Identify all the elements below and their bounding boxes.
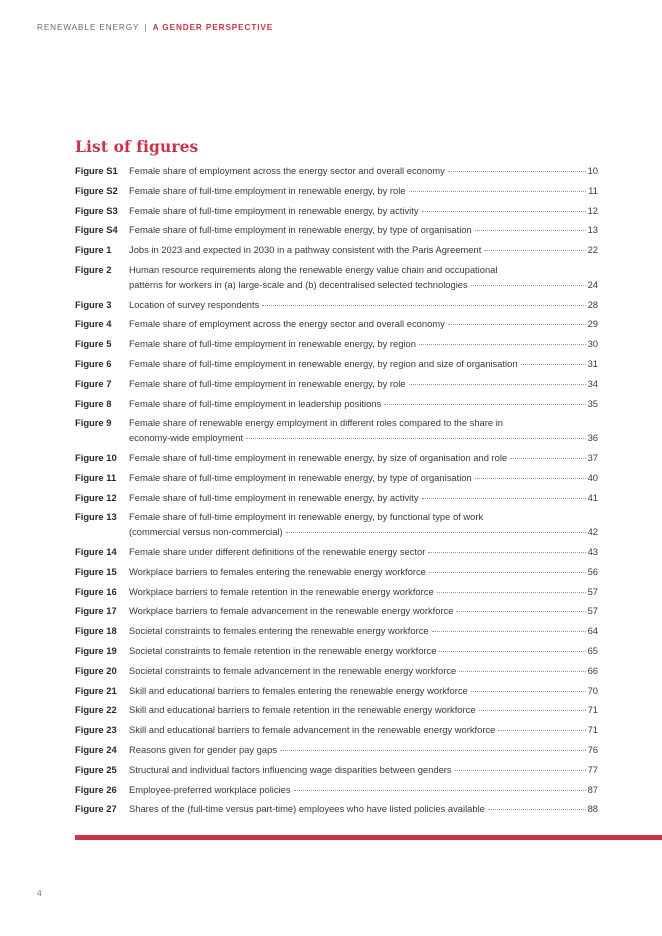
- figure-label: Figure S3: [75, 204, 118, 216]
- figure-caption: [129, 802, 598, 817]
- figure-caption: [129, 565, 598, 580]
- figure-page-number: 43: [587, 545, 598, 557]
- figure-caption: [129, 644, 598, 659]
- figure-page-number: 57: [587, 585, 598, 597]
- dot-leader: [456, 611, 585, 612]
- dot-leader: [422, 498, 586, 499]
- figure-label: Figure 20: [75, 664, 117, 676]
- figure-label: Figure 23: [75, 724, 117, 736]
- list-item[interactable]: [75, 510, 598, 540]
- dot-leader: [498, 730, 585, 731]
- figure-caption-text: Female share of full-time employment in renewable energy, by role: [129, 184, 406, 196]
- figure-page-number: 57: [587, 605, 598, 617]
- figure-caption: [129, 357, 598, 372]
- figure-label: Figure 24: [75, 743, 117, 755]
- figure-page-number: 88: [587, 803, 598, 815]
- list-item[interactable]: [75, 802, 598, 817]
- figure-caption-text: Skill and educational barriers to female advancement in the renewable energy workforce: [129, 724, 496, 736]
- figure-caption-text: Female share of full-time employment in renewable energy, by type of organisation: [129, 471, 472, 483]
- figure-caption-text: Societal constraints to female retention in the renewable energy workforce: [129, 644, 437, 656]
- figure-caption-text: Female share of full-time employment in renewable energy, by activity: [129, 204, 419, 216]
- figure-caption: [129, 703, 598, 718]
- figure-caption-text: Female share under different definitions of the renewable energy sector: [129, 545, 426, 557]
- list-item[interactable]: [75, 337, 598, 352]
- figure-page-number: 22: [587, 244, 598, 256]
- list-item[interactable]: [75, 164, 598, 179]
- dot-leader: [428, 552, 585, 553]
- dot-leader: [488, 809, 586, 810]
- page-number: 4: [37, 888, 42, 898]
- figure-caption: [129, 451, 598, 466]
- dot-leader: [448, 324, 586, 325]
- figure-page-number: 30: [587, 338, 598, 350]
- figure-label: Figure 13: [75, 511, 117, 523]
- dot-leader: [262, 305, 585, 306]
- figure-caption: [129, 164, 598, 179]
- figure-caption-text: Female share of employment across the energy sector and overall economy: [129, 318, 445, 330]
- figure-caption: [129, 317, 598, 332]
- figure-label: Figure 17: [75, 605, 117, 617]
- figure-caption-text: Workplace barriers to female advancement in the renewable energy workforce: [129, 605, 454, 617]
- dot-leader: [422, 211, 586, 212]
- figure-page-number: 71: [587, 724, 598, 736]
- list-item[interactable]: [75, 377, 598, 392]
- list-item[interactable]: [75, 451, 598, 466]
- list-item[interactable]: [75, 416, 598, 446]
- dot-leader: [439, 651, 585, 652]
- dot-leader: [294, 790, 586, 791]
- dot-leader: [475, 230, 586, 231]
- figure-label: Figure 7: [75, 377, 112, 389]
- dot-leader: [471, 691, 586, 692]
- figure-label: Figure 27: [75, 803, 117, 815]
- dot-leader: [521, 364, 586, 365]
- figure-caption: [129, 664, 598, 679]
- figure-page-number: 24: [587, 278, 598, 290]
- list-item[interactable]: [75, 743, 598, 758]
- figure-page-number: 28: [587, 298, 598, 310]
- dot-leader: [510, 458, 585, 459]
- dot-leader: [286, 532, 586, 533]
- list-item[interactable]: [75, 664, 598, 679]
- figure-page-number: 66: [587, 664, 598, 676]
- figure-caption-text: Female share of employment across the energy sector and overall economy: [129, 165, 445, 176]
- figure-page-number: 70: [587, 684, 598, 696]
- figure-caption-text: patterns for workers in (a) large-scale and (b) decentralised selected technologies: [129, 278, 468, 290]
- list-item[interactable]: [75, 703, 598, 718]
- figure-label: Figure 3: [75, 298, 112, 310]
- figure-label: Figure 11: [75, 471, 117, 483]
- figure-page-number: 40: [587, 471, 598, 483]
- dot-leader: [280, 750, 586, 751]
- figure-caption-text: Workplace barriers to females entering the renewable energy workforce: [129, 565, 426, 577]
- figure-page-number: 87: [587, 783, 598, 795]
- figure-caption-text: Societal constraints to females entering the renewable energy workforce: [129, 625, 429, 637]
- figure-label: Figure 26: [75, 783, 117, 795]
- dot-leader: [484, 250, 585, 251]
- figure-page-number: 31: [587, 357, 598, 369]
- list-item[interactable]: [75, 263, 598, 293]
- figure-page-number: 56: [587, 565, 598, 577]
- dot-leader: [419, 344, 586, 345]
- figure-page-number: 35: [587, 397, 598, 409]
- figure-caption: [129, 184, 598, 199]
- figure-label: Figure 19: [75, 644, 117, 656]
- figure-list: [75, 164, 598, 822]
- dot-leader: [475, 478, 586, 479]
- figure-label: Figure 8: [75, 397, 112, 409]
- figure-label: Figure 21: [75, 684, 117, 696]
- figure-page-number: 29: [587, 318, 598, 330]
- figure-label: Figure S1: [75, 165, 118, 176]
- figure-caption-text: Human resource requirements along the renewable energy value chain and occupational: [129, 263, 498, 275]
- figure-page-number: 37: [587, 451, 598, 463]
- figure-caption: [129, 585, 598, 600]
- figure-label: Figure 18: [75, 625, 117, 637]
- figure-page-number: 41: [587, 491, 598, 503]
- figure-caption: [129, 684, 598, 699]
- figure-label: Figure 2: [75, 263, 112, 275]
- figure-caption: [129, 204, 598, 219]
- figure-caption: [129, 471, 598, 486]
- figure-caption-text: Female share of full-time employment in renewable energy, by type of organisation: [129, 224, 472, 236]
- figure-label: Figure 4: [75, 318, 112, 330]
- list-item[interactable]: [75, 357, 598, 372]
- figure-caption-text: Shares of the (full-time versus part-time) employees who have listed policies available: [129, 803, 485, 815]
- dot-leader: [432, 631, 586, 632]
- figure-label: Figure 6: [75, 357, 112, 369]
- figure-label: Figure 22: [75, 704, 117, 716]
- dot-leader: [429, 572, 586, 573]
- figure-label: Figure 10: [75, 451, 117, 463]
- dot-leader: [459, 671, 585, 672]
- figure-caption: [129, 243, 598, 258]
- figure-label: Figure 9: [75, 417, 112, 429]
- figure-label: Figure 1: [75, 244, 112, 256]
- figure-page-number: 11: [588, 184, 598, 196]
- dot-leader: [409, 384, 586, 385]
- list-item[interactable]: [75, 545, 598, 560]
- list-item[interactable]: [75, 223, 598, 238]
- figure-label: Figure 15: [75, 565, 117, 577]
- bottom-divider: [75, 835, 662, 840]
- figure-caption: [129, 763, 598, 778]
- figure-label: Figure 14: [75, 545, 117, 557]
- header-separator: |: [144, 23, 148, 32]
- figure-caption-text: Female share of renewable energy employment in different roles compared to the share in: [129, 417, 503, 429]
- figure-label: Figure S4: [75, 224, 118, 236]
- figure-label: Figure 12: [75, 491, 117, 503]
- list-item[interactable]: [75, 644, 598, 659]
- figure-caption: [129, 723, 598, 738]
- list-item[interactable]: [75, 204, 598, 219]
- figure-label: Figure 25: [75, 763, 117, 775]
- list-item[interactable]: [75, 585, 598, 600]
- figure-caption-text: Location of survey respondents: [129, 298, 260, 310]
- figure-page-number: 10: [587, 165, 598, 176]
- figure-caption-text: economy-wide employment: [129, 432, 244, 444]
- figure-caption: [129, 337, 598, 352]
- list-item[interactable]: [75, 243, 598, 258]
- list-item[interactable]: [75, 491, 598, 506]
- figure-page-number: 13: [587, 224, 598, 236]
- header-subtitle: A GENDER PERSPECTIVE: [152, 23, 274, 32]
- figure-caption-text: Employee-preferred workplace policies: [129, 783, 291, 795]
- dot-leader: [409, 191, 587, 192]
- header-title: RENEWABLE ENERGY: [37, 23, 140, 32]
- figure-caption: [129, 624, 598, 639]
- dot-leader: [384, 404, 585, 405]
- figure-page-number: 34: [587, 377, 598, 389]
- figure-page-number: 36: [587, 432, 598, 444]
- list-item[interactable]: [75, 317, 598, 332]
- figure-caption-text: Female share of full-time employment in renewable energy, by region and size of organisation: [129, 357, 518, 369]
- list-item[interactable]: [75, 684, 598, 699]
- list-item[interactable]: [75, 471, 598, 486]
- figure-label: Figure S2: [75, 184, 118, 196]
- figure-caption: [129, 743, 598, 758]
- figure-caption: [129, 377, 598, 392]
- figure-caption: [129, 223, 598, 238]
- figure-page-number: 71: [587, 704, 598, 716]
- list-item[interactable]: [75, 604, 598, 619]
- figure-caption: [129, 298, 598, 313]
- page-title: List of figures: [75, 137, 199, 156]
- figure-caption: [129, 545, 598, 560]
- figure-caption-text: Female share of full-time employment in renewable energy, by size of organisation and role: [129, 451, 508, 463]
- list-item[interactable]: [75, 624, 598, 639]
- figure-caption: [129, 604, 598, 619]
- figure-caption-text: Workplace barriers to female retention in the renewable energy workforce: [129, 585, 434, 597]
- figure-page-number: 42: [587, 526, 598, 538]
- running-header: [37, 23, 273, 33]
- figure-caption: [129, 491, 598, 506]
- dot-leader: [455, 770, 586, 771]
- figure-caption-text: Societal constraints to female advancement in the renewable energy workforce: [129, 664, 457, 676]
- figure-caption-text: Reasons given for gender pay gaps: [129, 743, 278, 755]
- figure-page-number: 76: [587, 743, 598, 755]
- figure-caption-text: Female share of full-time employment in renewable energy, by functional type of work: [129, 511, 484, 523]
- figure-caption-text: Skill and educational barriers to females entering the renewable energy workforce: [129, 684, 468, 696]
- figure-label: Figure 16: [75, 585, 117, 597]
- list-item[interactable]: [75, 763, 598, 778]
- figure-page-number: 64: [587, 625, 598, 637]
- figure-caption-text: Jobs in 2023 and expected in 2030 in a pathway consistent with the Paris Agreement: [129, 244, 482, 256]
- dot-leader: [448, 171, 586, 172]
- figure-caption-text: (commercial versus non-commercial): [129, 526, 283, 538]
- dot-leader: [437, 592, 586, 593]
- figure-caption-text: Skill and educational barriers to female retention in the renewable energy workforce: [129, 704, 476, 716]
- list-item[interactable]: [75, 723, 598, 738]
- dot-leader: [471, 285, 586, 286]
- figure-caption-text: Female share of full-time employment in renewable energy, by region: [129, 338, 416, 350]
- figure-caption: [129, 263, 598, 293]
- list-item[interactable]: [75, 397, 598, 412]
- dot-leader: [246, 438, 585, 439]
- list-item[interactable]: [75, 565, 598, 580]
- list-item[interactable]: [75, 298, 598, 313]
- list-item[interactable]: [75, 783, 598, 798]
- figure-caption: [129, 510, 598, 540]
- figure-caption-text: Structural and individual factors influencing wage disparities between genders: [129, 763, 452, 775]
- figure-caption-text: Female share of full-time employment in renewable energy, by activity: [129, 491, 419, 503]
- figure-caption-text: Female share of full-time employment in leadership positions: [129, 397, 382, 409]
- list-item[interactable]: [75, 184, 598, 199]
- figure-page-number: 65: [587, 644, 598, 656]
- dot-leader: [479, 710, 586, 711]
- figure-page-number: 77: [587, 763, 598, 775]
- figure-caption: [129, 416, 598, 446]
- figure-caption: [129, 783, 598, 798]
- figure-caption: [129, 397, 598, 412]
- figure-label: Figure 5: [75, 338, 112, 350]
- figure-page-number: 12: [587, 204, 598, 216]
- figure-caption-text: Female share of full-time employment in renewable energy, by role: [129, 377, 406, 389]
